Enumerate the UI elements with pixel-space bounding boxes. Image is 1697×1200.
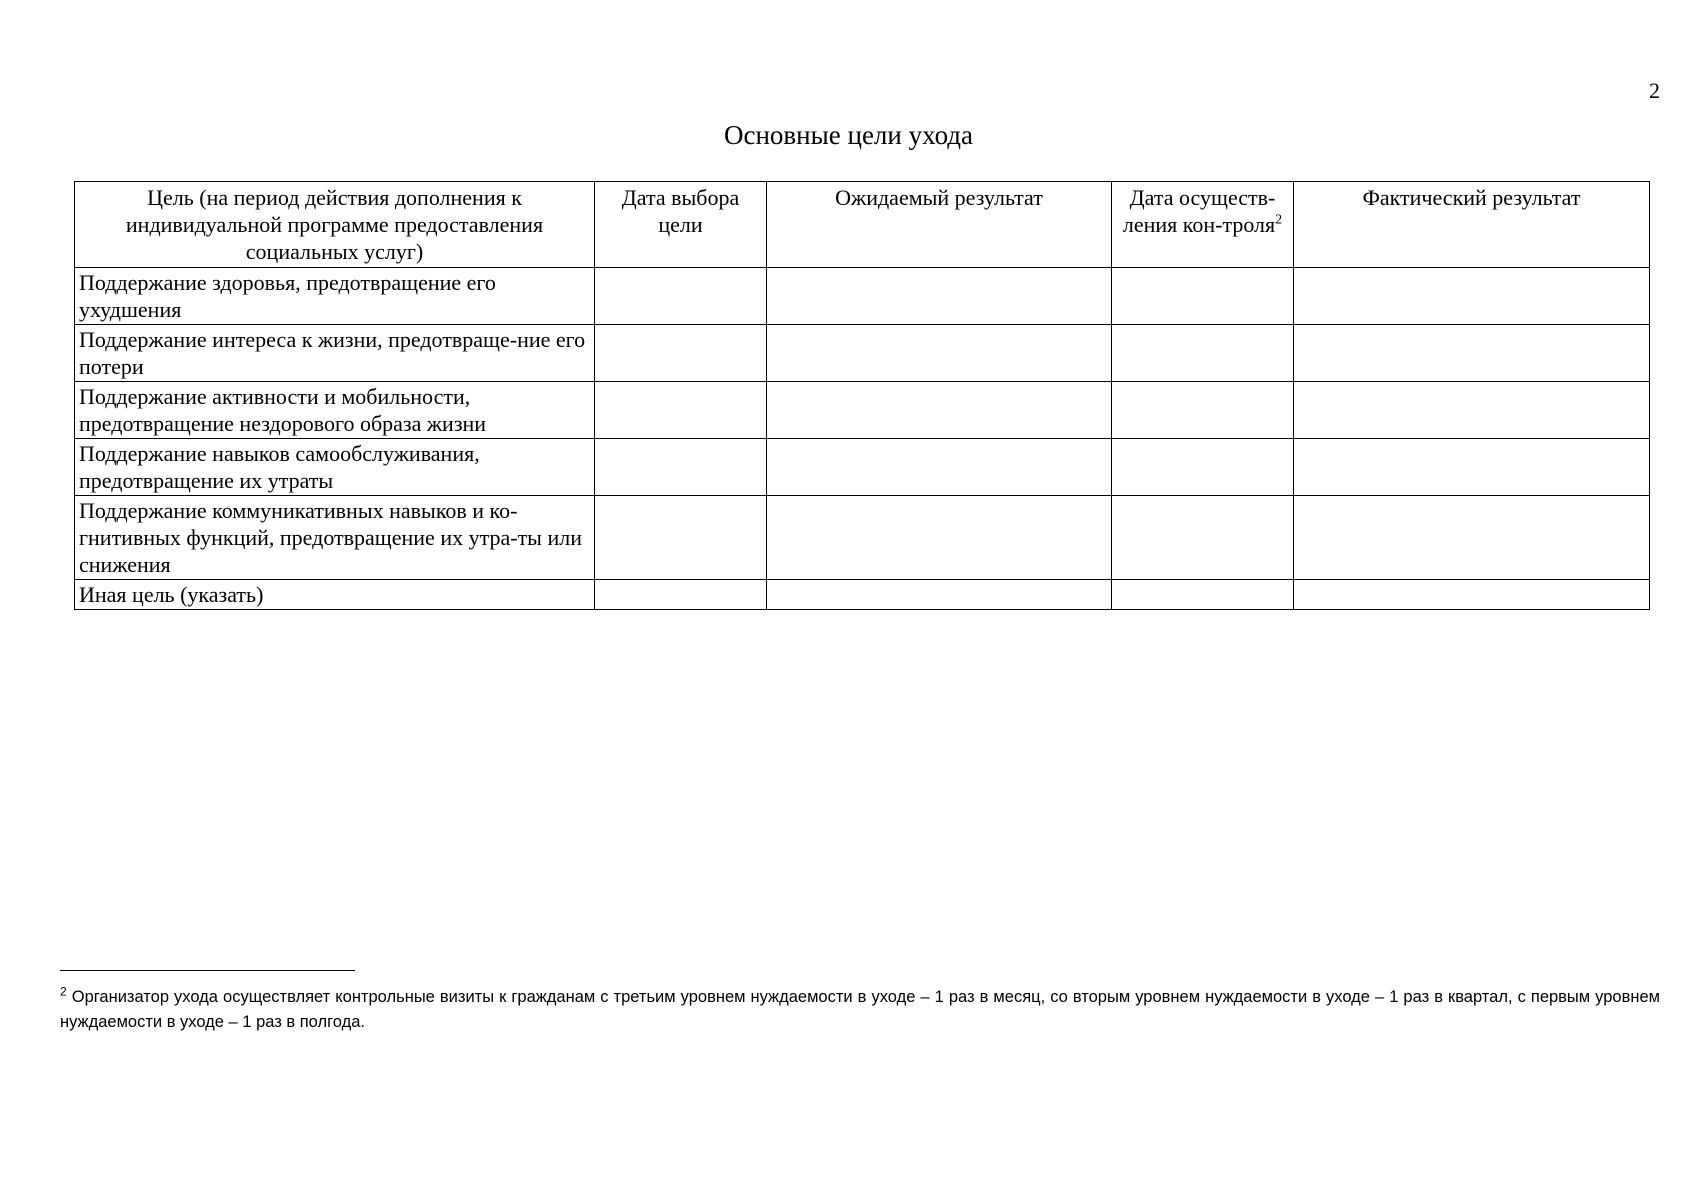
goal-cell: Поддержание активности и мобильности, предотвращение нездорового образа жизни [75, 382, 595, 439]
goal-cell: Поддержание коммуникативных навыков и ко-гнитивных функций, предотвращение их утра-ты или снижения [75, 496, 595, 580]
actual-result-cell[interactable] [1294, 325, 1650, 382]
header-goal: Цель (на период действия дополнения к индивидуальной программе предоставления социальных услуг) [75, 182, 595, 268]
footnote-separator [60, 970, 355, 971]
actual-result-cell[interactable] [1294, 439, 1650, 496]
page-title: Основные цели ухода [723, 120, 974, 150]
expected-result-cell[interactable] [767, 496, 1112, 580]
goal-cell: Поддержание здоровья, предотвращение его ухудшения [75, 268, 595, 325]
goal-cell: Поддержание интереса к жизни, предотвраще-ние его потери [75, 325, 595, 382]
control-date-cell[interactable] [1112, 439, 1294, 496]
header-date-selected: Дата выбора цели [595, 182, 767, 268]
control-date-cell[interactable] [1112, 325, 1294, 382]
expected-result-cell[interactable] [767, 268, 1112, 325]
goal-cell: Иная цель (указать) [75, 580, 595, 610]
table-header-row [75, 182, 1650, 268]
header-control-date [1112, 182, 1294, 268]
control-date-cell[interactable] [1112, 268, 1294, 325]
expected-result-cell[interactable] [767, 439, 1112, 496]
footnote [60, 985, 1660, 1035]
control-date-cell[interactable] [1112, 382, 1294, 439]
expected-result-cell[interactable] [767, 382, 1112, 439]
table-row [75, 268, 1650, 325]
expected-result-cell[interactable] [767, 580, 1112, 610]
page-number: 2 [1649, 78, 1660, 103]
table-row [75, 439, 1650, 496]
control-date-cell[interactable] [1112, 580, 1294, 610]
goal-cell: Поддержание навыков самообслуживания, предотвращение их утраты [75, 439, 595, 496]
actual-result-cell[interactable] [1294, 496, 1650, 580]
date-selected-cell[interactable] [595, 325, 767, 382]
table-row [75, 382, 1650, 439]
actual-result-cell[interactable] [1294, 382, 1650, 439]
table-row [75, 496, 1650, 580]
date-selected-cell[interactable] [595, 382, 767, 439]
footnote-text: Организатор ухода осуществляет контрольные визиты к гражданам с третьим уровнем нуждаемости в уходе – 1 раз в месяц, со вторым уровнем нуждаемости в уходе – 1 раз в квартал, с первым уровнем нуждаемости в уходе – 1 раз в полгода. [60, 988, 1660, 1031]
header-control-date-text: Дата осуществ-ления кон-троля [1122, 185, 1276, 237]
table-row [75, 580, 1650, 610]
actual-result-cell[interactable] [1294, 580, 1650, 610]
expected-result-cell[interactable] [767, 325, 1112, 382]
control-date-cell[interactable] [1112, 496, 1294, 580]
date-selected-cell[interactable] [595, 580, 767, 610]
date-selected-cell[interactable] [595, 496, 767, 580]
footnote-mark: 2 [60, 984, 67, 999]
table-row [75, 325, 1650, 382]
header-actual-result: Фактический результат [1294, 182, 1650, 268]
date-selected-cell[interactable] [595, 268, 767, 325]
care-goals-table [74, 181, 1650, 610]
actual-result-cell[interactable] [1294, 268, 1650, 325]
footnote-reference: 2 [1275, 212, 1283, 228]
date-selected-cell[interactable] [595, 439, 767, 496]
header-expected-result: Ожидаемый результат [767, 182, 1112, 268]
